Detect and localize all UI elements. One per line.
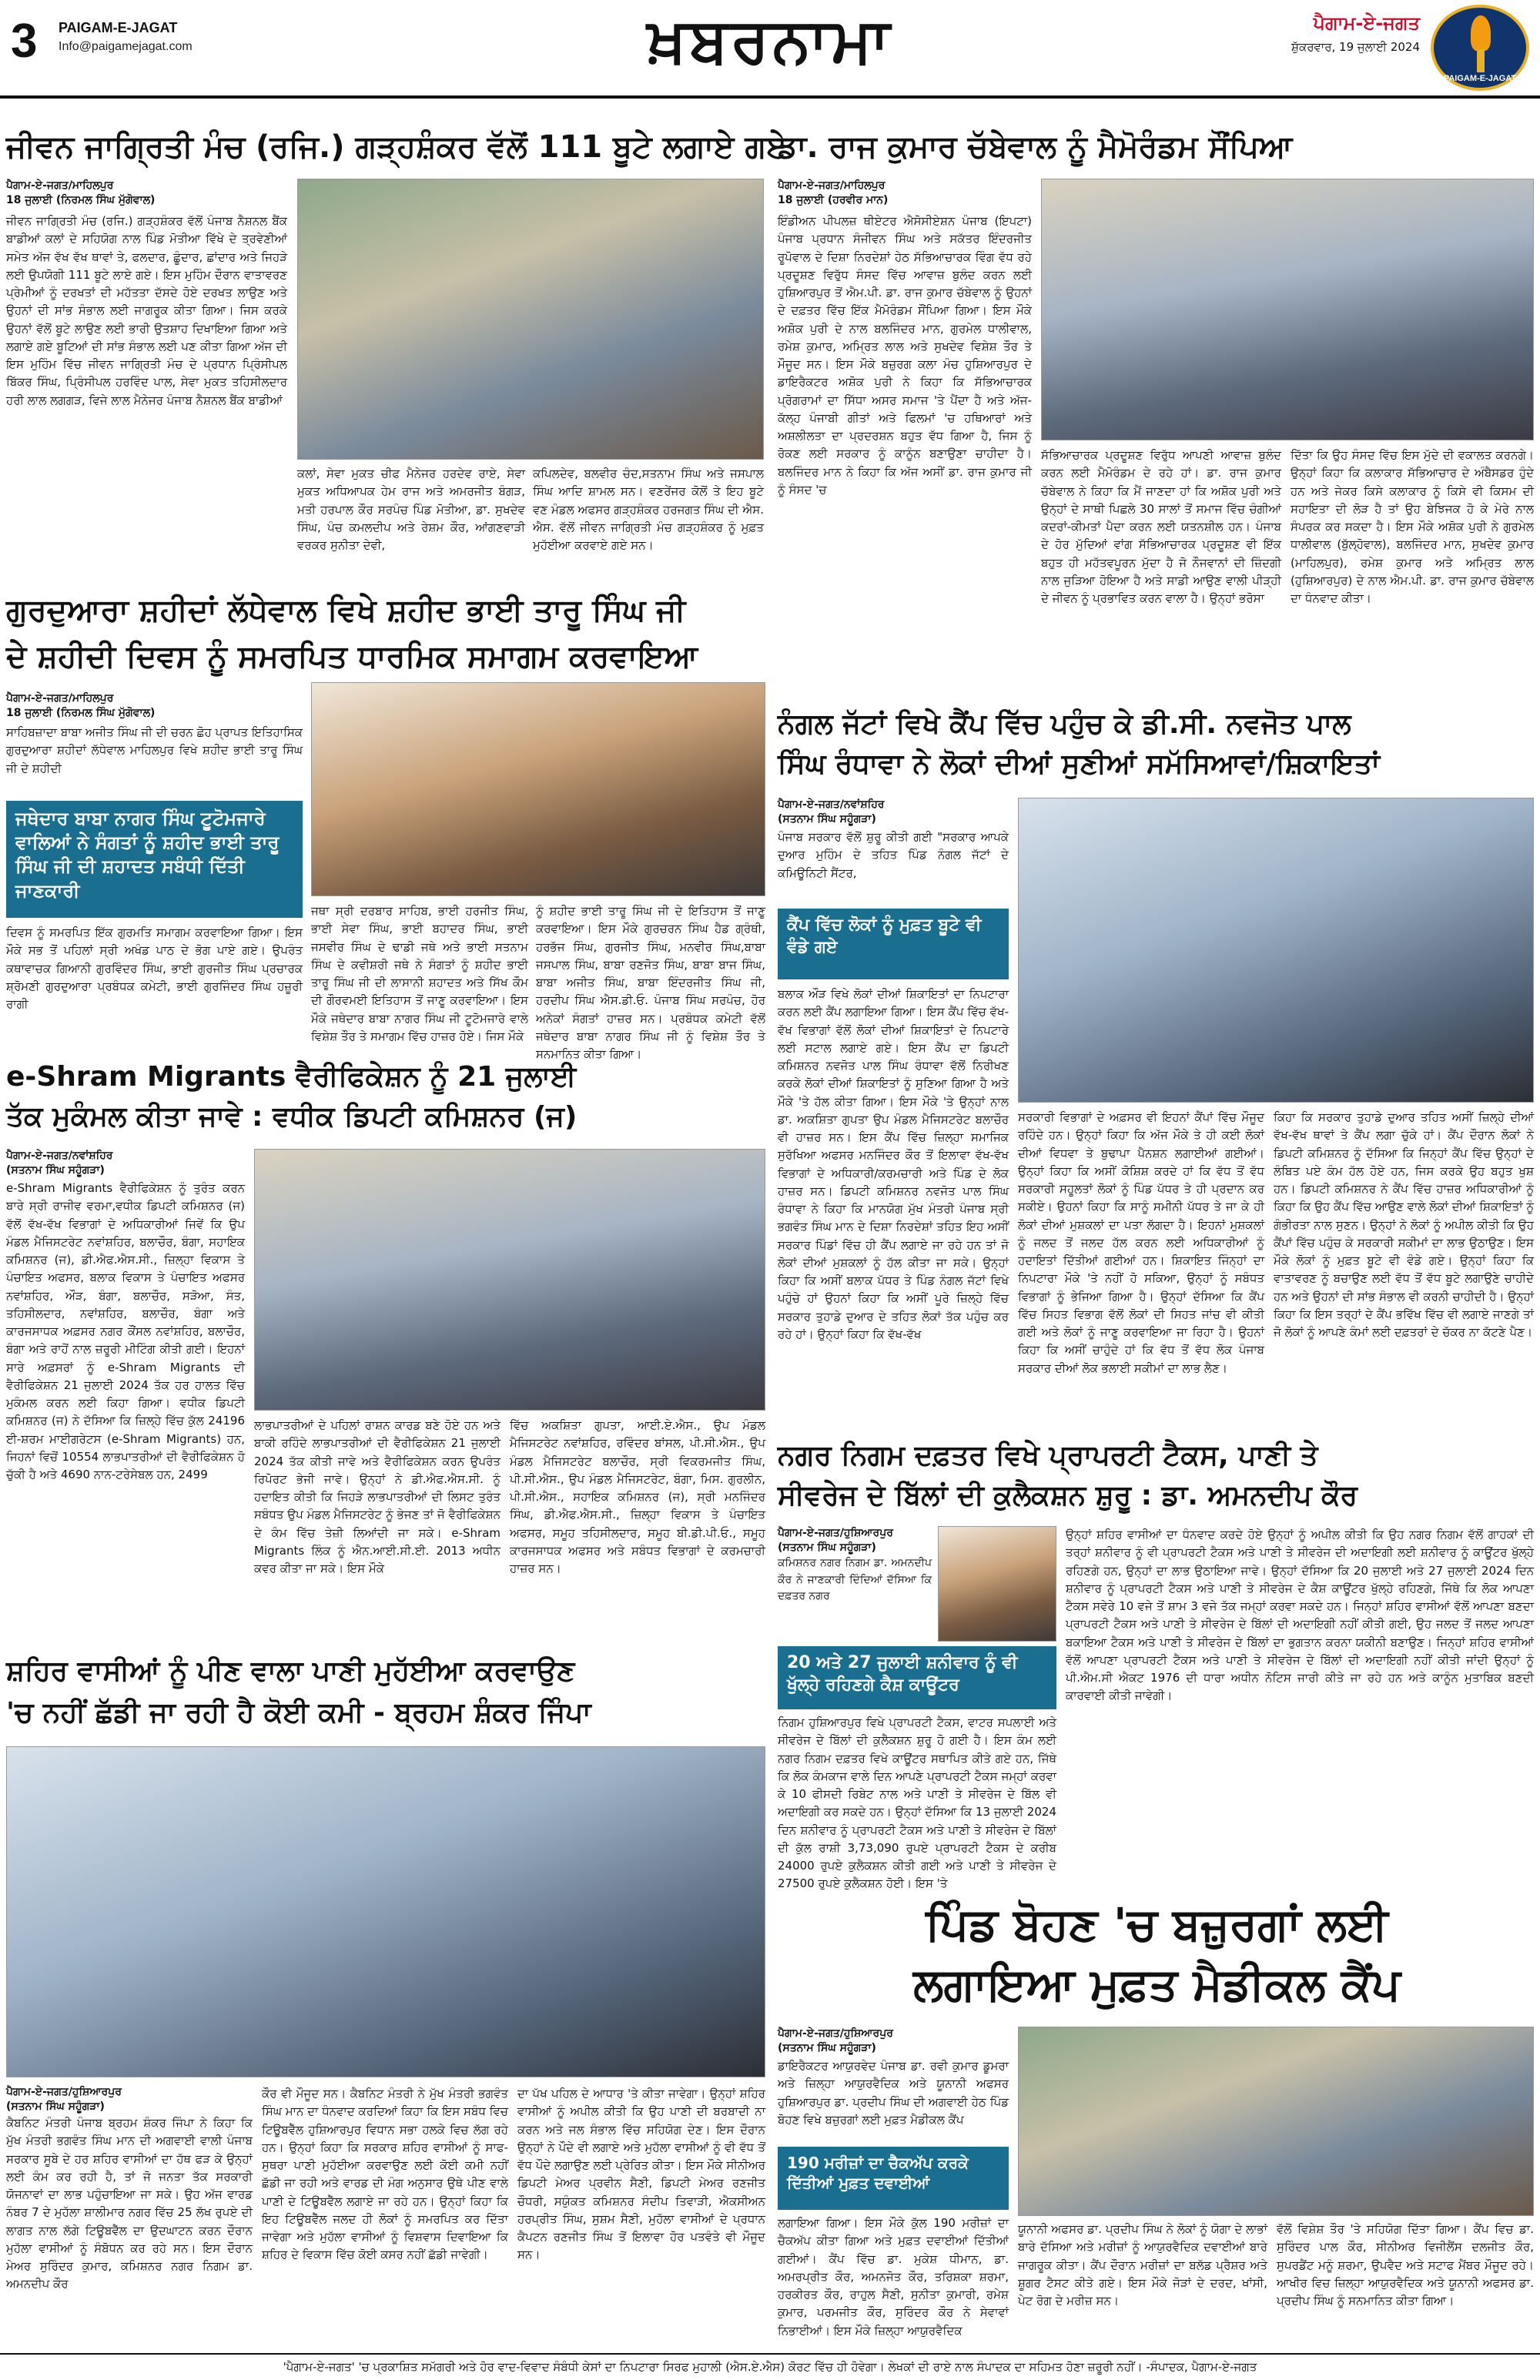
article-body: ਵੱਲੋਂ ਵਿਸ਼ੇਸ਼ ਤੌਰ 'ਤੇ ਸਹਿਯੋਗ ਦਿੱਤਾ ਗਿਆ। ਕੈਂਪ ਵਿਚ ਡਾ. ਸੁਰਿੰਦਰ ਪਾਲ ਕੌਰ, ਸੀਨੀਅਰ ਵਿਜੀਲੈਂਸ ਦਲਜੀਤ ਕੌਰ, ਸੁਪਰਡੈਂਟ ਮਨੂੰ ਸ਼ਰਮਾ, ਉਪਵੈਦ ਅਤੇ ਸਟਾਫ ਮੈਂਬਰ ਮੌਜੂਦ ਰਹੇ। ਆਖੀਰ ਵਿਚ ਜ਼ਿਲ੍ਹਾ ਆਯੁਰਵੈਦਿਕ ਅਤੇ ਯੂਨਾਨੀ ਅਫਸਰ ਡਾ. ਪ੍ਰਦੀਪ ਸਿੰਘ ਨੂੰ ਸਨਮਾਨਿਤ ਕੀਤਾ ਗਿਆ। [1277, 2222, 1534, 2308]
article-body: ਦਿੱਤਾ ਕਿ ਉਹ ਸੰਸਦ ਵਿੱਚ ਇਸ ਮੁੱਦੇ ਦੀ ਵਕਾਲਤ ਕਰਨਗੇ। ਉਨ੍ਹਾਂ ਕਿਹਾ ਕਿ ਕਲਾਕਾਰ ਸੱਭਿਆਚਾਰ ਦੇ ਅੰਬੈਸਡਰ ਹੁੰਦੇ ਹਨ ਅਤੇ ਜੇਕਰ ਕਿਸੇ ਕਲਾਕਾਰ ਨੂੰ ਕਿਸੇ ਵੀ ਕਿਸਮ ਦੀ ਸਹਾਇਤਾ ਦੀ ਲੋੜ ਹੈ ਤਾਂ ਉਹ ਬੇਝਿਜਕ ਹੋ ਕੇ ਮੇਰੇ ਨਾਲ ਸੰਪਰਕ ਕਰ ਸਕਦਾ ਹੈ। ਇਸ ਮੌਕੇ ਅਸ਼ੋਕ ਪੁਰੀ ਨੇ ਗੁਰਮੇਲ ਧਾਲੀਵਾਲ (ਬੁੱਲ੍ਹੋਵਾਲ), ਬਲਜਿੰਦਰ ਮਾਨ, ਸੁਖਦੇਵ ਕੁਮਾਰ (ਮਾਹਿਲਪੁਰ), ਰਮੇਸ਼ ਕੁਮਾਰ ਅਤੇ ਅਮ੍ਰਿਤ ਲਾਲ (ਹੁਸ਼ਿਆਰਪੁਰ) ਦੇ ਨਾਲ ਐਮ.ਪੀ. ਡਾ. ਰਾਜ ਕੁਮਾਰ ਚੱਬੇਵਾਲ ਦਾ ਧੰਨਵਾਦ ਕੀਤਾ। [1291, 448, 1534, 605]
brand-name-punjabi: ਪੈਗਾਮ-ਏ-ਜਗਤ [1313, 12, 1420, 34]
article-body: ਕਿਹਾ ਕਿ ਸਰਕਾਰ ਤੁਹਾਡੇ ਦੁਆਰ ਤਹਿਤ ਅਸੀਂ ਜ਼ਿਲ੍ਹੇ ਦੀਆਂ ਵੱਖ-ਵੱਖ ਥਾਵਾਂ ਤੇ ਕੈਂਪ ਲਗਾ ਚੁੱਕੇ ਹਾਂ। ਕੈਂਪ ਦੌਰਾਨ ਲੋਕਾਂ ਨੇ ਡਿਪਟੀ ਕਮਿਸ਼ਨਰ ਨੂੰ ਦੱਸਿਆ ਕਿ ਜਿਨ੍ਹਾਂ ਕੈਂਪ ਵਿੱਚ ਉਨ੍ਹਾਂ ਦੇ ਲੰਬਿਤ ਪਏ ਕੰਮ ਹੱਲ ਹੋਏ ਹਨ, ਜਿਸ ਕਰਕੇ ਉਹ ਬਹੁਤ ਖੁਸ਼ ਹਨ। ਡਿਪਟੀ ਕਮਿਸ਼ਨਰ ਨੇ ਕੈਂਪ ਵਿੱਚ ਹਾਜ਼ਰ ਅਧਿਕਾਰੀਆਂ ਨੂੰ ਕਿਹਾ ਕਿ ਉਹ ਕੈਂਪ ਵਿੱਚ ਆਉਣ ਵਾਲੇ ਲੋਕਾਂ ਦੀਆਂ ਸ਼ਿਕਾਇਤਾਂ ਨੂੰ ਗੰਭੀਰਤਾ ਨਾਲ ਸੁਣਨ। ਉਨ੍ਹਾਂ ਨੇ ਲੋਕਾਂ ਨੂੰ ਅਪੀਲ ਕੀਤੀ ਕਿ ਉਹ ਕੈਂਪਾਂ ਵਿੱਚ ਪਹੁੰਚ ਕੇ ਸਰਕਾਰੀ ਸਕੀਮਾਂ ਦਾ ਲਾਭ ਉਠਾਉਣ। ਇਸ ਮੌਕੇ ਲੋਕਾਂ ਨੂੰ ਮੁਫ਼ਤ ਬੂਟੇ ਵੀ ਵੰਡੇ ਗਏ। ਉਨ੍ਹਾਂ ਕਿਹਾ ਕਿ ਵਾਤਾਵਰਣ ਨੂੰ ਬਚਾਉਣ ਲਈ ਵੱਧ ਤੋਂ ਵੱਧ ਬੂਟੇ ਲਗਾਉਣੇ ਚਾਹੀਦੇ ਹਨ ਅਤੇ ਉਹਨਾਂ ਦੀ ਸਾਂਭ ਸੰਭਾਲ ਵੀ ਕਰਨੀ ਚਾਹੀਦੀ ਹੈ। ਉਨ੍ਹਾਂ ਕਿਹਾ ਕਿ ਇਸ ਤਰ੍ਹਾਂ ਦੇ ਕੈਂਪ ਭਵਿੱਖ ਵਿੱਚ ਵੀ ਲਗਾਏ ਜਾਣਗੇ ਤਾਂ ਜੋ ਲੋਕਾਂ ਨੂੰ ਆਪਣੇ ਕੰਮਾਂ ਲਈ ਦਫ਼ਤਰਾਂ ਦੇ ਚੱਕਰ ਨਾ ਕੱਟਣੇ ਪੈਣ। [1274, 1110, 1534, 1339]
article-headline: ਸ਼ਹਿਰ ਵਾਸੀਆਂ ਨੂੰ ਪੀਣ ਵਾਲਾ ਪਾਣੀ ਮੁਹੱਈਆ ਕਰਵਾਉਣ [6, 1655, 575, 1687]
article-byline: ਪੈਗਾਮ-ਏ-ਜਗਤ/ਹੁਸ਼ਿਆਰਪੁਰ (ਸਤਨਾਮ ਸਿੰਘ ਸਹੂੰਗੜਾ) [6, 2086, 122, 2113]
tree-planting-photo [297, 179, 764, 460]
email-link[interactable]: Info@paigamejagat.com [59, 40, 192, 53]
article-body: ਸਾਹਿਬਜ਼ਾਦਾ ਬਾਬਾ ਅਜੀਤ ਸਿੰਘ ਜੀ ਦੀ ਚਰਨ ਛੋਹ ਪ੍ਰਾਪਤ ਇਤਿਹਾਸਿਕ ਗੁਰਦੁਆਰਾ ਸ਼ਹੀਦਾਂ ਲੱਧੇਵਾਲ ਮਾਹਿਲਪੁਰ ਵਿਖੇ ਸ਼ਹੀਦ ਭਾਈ ਤਾਰੂ ਸਿੰਘ ਜੀ ਦੇ ਸ਼ਹੀਦੀ [6, 725, 303, 775]
article-byline: ਪੈਗਾਮ-ਏ-ਜਗਤ/ਨਵਾਂਸ਼ਹਿਰ (ਸਤਨਾਮ ਸਿੰਘ ਸਹੂੰਗੜਾ) [6, 1150, 113, 1177]
torch-logo-icon [1431, 5, 1529, 91]
article-headline-line2: ਦੇ ਸ਼ਹੀਦੀ ਦਿਵਸ ਨੂੰ ਸਮਰਪਿਤ ਧਾਰਮਿਕ ਸਮਾਗਮ ਕਰਵਾਇਆ [6, 639, 698, 675]
article-body: ਕਲਾਂ, ਸੇਵਾ ਮੁਕਤ ਚੀਫ ਮੈਨੇਜਰ ਹਰਦੇਵ ਰਾਏ, ਸੇਵਾ ਮੁਕਤ ਅਧਿਆਪਕ ਹੇਮ ਰਾਜ ਅਤੇ ਅਮਰਜੀਤ ਬੰਗੜ, ਮਤੀ ਹਰਪਾਲ ਕੌਰ ਸਰਪੰਚ ਪਿੰਡ ਮੋਤੀਆ, ਡਾ. ਸੁਖਦੇਵ ਸਿੰਘ, ਪੰਚ ਕਮਲਦੀਪ ਅਤੇ ਰੇਸ਼ਮ ਕੌਰ, ਆਂਗਣਵਾੜੀ ਵਰਕਰ ਸੁਨੀਤਾ ਦੇਵੀ, [297, 467, 525, 552]
article-body: ਲਗਾਇਆ ਗਿਆ। ਇਸ ਮੌਕੇ ਕੁੱਲ 190 ਮਰੀਜ਼ਾਂ ਦਾ ਚੈਕਅੱਪ ਕੀਤਾ ਗਿਆ ਅਤੇ ਮੁਫ਼ਤ ਦਵਾਈਆਂ ਦਿੱਤੀਆਂ ਗਈਆਂ। ਕੈਂਪ ਵਿੱਚ ਡਾ. ਮੁਕੇਸ਼ ਧੀਮਾਨ, ਡਾ. ਅਮਰਪ੍ਰੀਤ ਕੌਰ, ਅਮਨਜੋਤ ਕੌਰ, ਤਰਿਸ਼ਕਾ ਸ਼ਰਮਾ, ਹਰਕੀਰਤ ਕੌਰ, ਰਾਹੁਲ ਸੈਣੀ, ਸੁਨੀਤਾ ਕੁਮਾਰੀ, ਰਮੇਸ਼ ਕੁਮਾਰ, ਪਰਮਜੀਤ ਕੌਰ, ਸੁਰਿੰਦਰ ਕੌਰ ਨੇ ਸੇਵਾਵਾਂ ਨਿਭਾਈਆਂ। ਇਸ ਮੌਕੇ ਜ਼ਿਲ੍ਹਾ ਆਯੁਰਵੈਦਿਕ [778, 2216, 1009, 2338]
article-body: ਡਾਇਰੈਕਟਰ ਆਯੁਰਵੇਦ ਪੰਜਾਬ ਡਾ. ਰਵੀ ਕੁਮਾਰ ਡੂਮਰਾ ਅਤੇ ਜ਼ਿਲ੍ਹਾ ਆਯੁਰਵੈਦਿਕ ਅਤੇ ਯੂਨਾਨੀ ਅਫਸਰ ਹੁਸ਼ਿਆਰਪੁਰ ਡਾ. ਪ੍ਰਦੀਪ ਸਿੰਘ ਦੀ ਅਗਵਾਈ ਹੇਠ ਪਿੰਡ ਬੋਹਣ ਵਿਖੇ ਬਜ਼ੁਰਗਾਂ ਲਈ ਮੁਫ਼ਤ ਮੈਡੀਕਲ ਕੈਂਪ [778, 2059, 1009, 2127]
article-body: ਕਪਿਲਦੇਵ, ਬਲਵੀਰ ਚੰਦ,ਸਤਨਾਮ ਸਿੰਘ ਅਤੇ ਜਸਪਾਲ ਸਿੰਘ ਆਦਿ ਸ਼ਾਮਲ ਸਨ। ਵਣਰੇਂਜਰ ਕੋਲੋਂ ਤੇ ਇਹ ਬੂਟੇ ਵਣ ਮੰਡਲ ਅਫਸਰ ਗੜ੍ਹਸ਼ੰਕਰ ਹਰਜਗਤ ਸਿੰਘ ਦੀ ਐਸ. ਐਸ. ਵੱਲੋਂ ਜੀਵਨ ਜਾਗ੍ਰਿਤੀ ਮੰਚ ਗੜ੍ਹਸ਼ੰਕਰ ਨੂੰ ਮੁਫ਼ਤ ਮੁਹੱਈਆ ਕਰਵਾਏ ਗਏ ਸਨ। [533, 467, 764, 552]
article-body: ਪੰਜਾਬ ਸਰਕਾਰ ਵੱਲੋਂ ਸ਼ੁਰੂ ਕੀਤੀ ਗਈ "ਸਰਕਾਰ ਆਪਕੇ ਦੁਆਰ ਮੁਹਿੰਮ ਦੇ ਤਹਿਤ ਪਿੰਡ ਨੰਗਲ ਜੱਟਾਂ ਦੇ ਕਮਿਊਨਿਟੀ ਸੈਂਟਰ, [778, 830, 1009, 880]
article-body: ਜੀਵਨ ਜਾਗ੍ਰਿਤੀ ਮੰਚ (ਰਜਿ.) ਗੜ੍ਹਸ਼ੰਕਰ ਵੱਲੋਂ ਪੰਜਾਬ ਨੈਸ਼ਨਲ ਬੈਂਕ ਬਾਡੀਆਂ ਕਲਾਂ ਦੇ ਸਹਿਯੋਗ ਨਾਲ ਪਿੰਡ ਮੋਤੀਆ ਵਿੱਖੇ ਦੇ ਤ੍ਰਵੇਣੀਆਂ ਸਮੇਤ ਅੱਜ ਵੱਖ ਵੱਖ ਥਾਵਾਂ ਤੇ, ਫਲਦਾਰ, ਛੂੰਦਾਰ, ਛਾਂਦਾਰ ਅਤੇ ਜਿਹੜੇ ਲਈ ਉਪਯੋਗੀ 111 ਬੂਟੇ ਲਾਏ ਗਏ। ਇਸ ਮੁਹਿੰਮ ਦੌਰਾਨ ਵਾਤਾਵਰਣ ਪ੍ਰੇਮੀਆਂ ਨੂੰ ਦਰਖਤਾਂ ਦੀ ਮਹੱਤਤਾ ਦੱਸਦੇ ਹੋਏ ਦਰਖਤ ਲਾਉਣ ਅਤੇ ਉਹਨਾਂ ਦੀ ਸਾਂਭ ਸੰਭਾਲ ਲਈ ਜਾਗਰੂਕ ਕੀਤਾ ਗਿਆ। ਜਿਸ ਕਰਕੇ ਉਹਨਾਂ ਵੱਲੋਂ ਬੂਟੇ ਲਾਉਣ ਲਈ ਭਾਰੀ ਉਤਸ਼ਾਹ ਦਿਖਾਇਆ ਗਿਆ ਅਤੇ ਲਗਾਏ ਗਏ ਬੂਟਿਆਂ ਦੀ ਸਾਂਭ ਸੰਭਾਲ ਲਈ ਪਣ ਕੀਤਾ ਗਿਆ ਅੱਜ ਦੀ ਇਸ ਮੁਹਿੰਮ ਵਿੱਚ ਜੀਵਨ ਜਾਗ੍ਰਿਤੀ ਮੰਚ ਦੇ ਪ੍ਰਧਾਨ ਪ੍ਰਿੰਸੀਪਲ ਬਿੱਕਰ ਸਿੰਘ, ਪ੍ਰਿੰਸੀਪਲ ਹਰਵਿੰਦ ਪਾਲ, ਸੇਵਾ ਮੁਕਤ ਤਹਿਸੀਲਦਾਰ ਹਰੀ ਲਾਲ ਲਗਗੜ, ਵਿਜੇ ਲਾਲ ਮੈਨੇਜਰ ਪੰਜਾਬ ਨੈਸ਼ਨਲ ਬੈਂਕ ਬਾਡੀਆਂ [6, 214, 287, 407]
medical-camp-photo [1018, 2027, 1534, 2216]
article-byline: ਪੈਗਾਮ-ਏ-ਜਗਤ/ਹੁਸ਼ਿਆਰਪੁਰ (ਸਤਨਾਮ ਸਿੰਘ ਸਹੂੰਗੜਾ) [778, 2027, 893, 2054]
meeting-photo [254, 1149, 765, 1411]
article-headline: ਨਗਰ ਨਿਗਮ ਦਫ਼ਤਰ ਵਿਖੇ ਪ੍ਰਾਪਰਟੀ ਟੈਕਸ, ਪਾਣੀ ਤੇ [778, 1440, 1318, 1471]
article-body: ਸੱਭਿਆਚਾਰਕ ਪ੍ਰਦੂਸ਼ਣ ਵਿਰੁੱਧ ਆਪਣੀ ਆਵਾਜ਼ ਬੁਲੰਦ ਕਰਨ ਲਈ ਮੈਮੋਰੰਡਮ ਦੇ ਰਹੇ ਹਾਂ। ਡਾ. ਰਾਜ ਕੁਮਾਰ ਚੱਬੇਵਾਲ ਨੇ ਕਿਹਾ ਕਿ ਮੈਂ ਜਾਣਦਾ ਹਾਂ ਕਿ ਅਸ਼ੋਕ ਪੁਰੀ ਅਤੇ ਉਨ੍ਹਾਂ ਦੇ ਸਾਥੀ ਪਿਛਲੇ 30 ਸਾਲਾਂ ਤੋਂ ਸਮਾਜ ਵਿੱਚ ਚੰਗੀਆਂ ਕਦਰਾਂ-ਕੀਮਤਾਂ ਪੈਦਾ ਕਰਨ ਲਈ ਯਤਨਸ਼ੀਲ ਹਨ। ਪੰਜਾਬ ਦੇ ਹੋਰ ਮੁੱਦਿਆਂ ਵਾਂਗ ਸੱਭਿਆਚਾਰਕ ਪ੍ਰਦੂਸ਼ਣ ਵੀ ਇੱਕ ਬਹੁਤ ਹੀ ਮਹੱਤਵਪੂਰਨ ਮੁੱਦਾ ਹੈ ਜੋ ਨੌਜਵਾਨਾਂ ਦੀ ਜ਼ਿੰਦਗੀ ਨਾਲ ਜੁੜਿਆ ਹੋਇਆ ਹੈ ਅਤੇ ਸਾਡੀ ਆਉਣ ਵਾਲੀ ਪੀੜ੍ਹੀ ਦੇ ਜੀਵਨ ਨੂੰ ਪ੍ਰਭਾਵਿਤ ਕਰਨ ਵਾਲਾ ਹੈ। ਉਨ੍ਹਾਂ ਭਰੋਸਾ [1041, 448, 1281, 605]
article-headline: ਪਿੰਡ ਬੋਹਣ 'ਚ ਬਜ਼ੁਰਗਾਂ ਲਈ [926, 1898, 1388, 1950]
article-headline: ਨੰਗਲ ਜੱਟਾਂ ਵਿਖੇ ਕੈਂਪ ਵਿੱਚ ਪਹੁੰਚ ਕੇ ਡੀ.ਸੀ. ਨਵਜੋਤ ਪਾਲ [778, 708, 1351, 740]
article-body: ਨਿਗਮ ਹੁਸ਼ਿਆਰਪੁਰ ਵਿਖੇ ਪ੍ਰਾਪਰਟੀ ਟੈਕਸ, ਵਾਟਰ ਸਪਲਾਈ ਅਤੇ ਸੀਵਰੇਜ ਦੇ ਬਿੱਲਾਂ ਦੀ ਕੁਲੈਕਸ਼ਨ ਸ਼ੁਰੂ ਹੋ ਗਈ ਹੈ। ਇਸ ਕੰਮ ਲਈ ਨਗਰ ਨਿਗਮ ਦਫ਼ਤਰ ਵਿਖੇ ਕਾਊਂਟਰ ਸਥਾਪਿਤ ਕੀਤੇ ਗਏ ਹਨ, ਜਿੱਥੇ ਕਿ ਲੋਕ ਕੰਮਕਾਜ ਵਾਲੇ ਦਿਨ ਆਪਣੇ ਪ੍ਰਾਪਰਟੀ ਟੈਕਸ ਜਮ੍ਹਾਂ ਕਰਵਾ ਕੇ 10 ਫੀਸਦੀ ਰਿਬੇਟ ਨਾਲ ਅਤੇ ਪਾਣੀ ਤੇ ਸੀਵਰੇਜ ਦੇ ਬਿੱਲ ਵੀ ਅਦਾਇਗੀ ਕਰ ਸਕਦੇ ਹਨ। ਉਨ੍ਹਾਂ ਦੱਸਿਆ ਕਿ 13 ਜੁਲਾਈ 2024 ਦਿਨ ਸ਼ਨੀਵਾਰ ਨੂੰ ਪ੍ਰਾਪਰਟੀ ਟੈਕਸ ਅਤੇ ਪਾਣੀ ਤੇ ਸੀਵਰੇਜ ਦੇ ਬਿੱਲਾਂ ਦੀ ਕੁੱਲ ਰਾਸ਼ੀ 3,73,090 ਰੁਪਏ ਪ੍ਰਾਪਰਟੀ ਟੈਕਸ ਦੇ ਕਰੀਬ 24000 ਰੁਪਏ ਕੁਲੈਕਸ਼ਨ ਕੀਤੀ ਗਈ ਅਤੇ ਪਾਣੀ ਤੇ ਸੀਵਰੇਜ ਦੇ 27500 ਰੁਪਏ ਕੁਲੈਕਸ਼ਨ ਹੋਈ। ਇਸ 'ਤੇ [778, 1716, 1056, 1891]
memorandum-photo [1041, 179, 1534, 440]
article-body: ਇੰਡੀਅਨ ਪੀਪਲਜ਼ ਥੀਏਟਰ ਐਸੋਸੀਏਸ਼ਨ ਪੰਜਾਬ (ਇਪਟਾ) ਪੰਜਾਬ ਪ੍ਰਧਾਨ ਸੰਜੀਵਨ ਸਿੰਘ ਅਤੇ ਸਕੱਤਰ ਇੰਦਰਜੀਤ ਰੂਪੋਵਾਲ ਦੇ ਦਿਸ਼ਾ ਨਿਰਦੇਸ਼ਾਂ ਹੇਠ ਸੱਭਿਆਚਾਰਕ ਵਿੰਗ ਵੱਧ ਰਹੇ ਪ੍ਰਦੂਸ਼ਣ ਵਿਰੁੱਧ ਸੰਸਦ ਵਿੱਚ ਆਵਾਜ਼ ਬੁਲੰਦ ਕਰਨ ਲਈ ਹੁਸ਼ਿਆਰਪੁਰ ਤੋਂ ਐਮ.ਪੀ. ਡਾ. ਰਾਜ ਕੁਮਾਰ ਚੱਬੇਵਾਲ ਨੂੰ ਉਹਨਾਂ ਦੇ ਦਫ਼ਤਰ ਵਿੱਚ ਇੱਕ ਮੈਮੋਰੰਡਮ ਸੌਂਪਿਆ ਗਿਆ। ਇਸ ਮੌਕੇ ਅਸ਼ੋਕ ਪੁਰੀ ਦੇ ਨਾਲ ਬਲਜਿੰਦਰ ਮਾਨ, ਗੁਰਮੇਲ ਧਾਲੀਵਾਲ, ਰਮੇਸ਼ ਕੁਮਾਰ, ਅਮ੍ਰਿਤ ਲਾਲ ਅਤੇ ਸੁਖਦੇਵ ਵਿਸ਼ੇਸ਼ ਤੌਰ ਤੇ ਮੌਜੂਦ ਸਨ। ਇਸ ਮੌਕੇ ਬਜ਼ੁਰਗ ਕਲਾ ਮੰਚ ਹੁਸ਼ਿਆਰਪੁਰ ਦੇ ਡਾਇਰੈਕਟਰ ਅਸ਼ੋਕ ਪੁਰੀ ਨੇ ਕਿਹਾ ਕਿ ਸੱਭਿਆਚਾਰਕ ਪ੍ਰੋਗਰਾਮਾਂ ਦਾ ਸਿੱਧਾ ਅਸਰ ਸਮਾਜ 'ਤੇ ਪੈਂਦਾ ਹੈ ਅਤੇ ਅੱਜ-ਕੱਲ੍ਹ ਪੰਜਾਬੀ ਗੀਤਾਂ ਅਤੇ ਫਿਲਮਾਂ 'ਚ ਹਥਿਆਰਾਂ ਅਤੇ ਅਸ਼ਲੀਲਤਾ ਦਾ ਪ੍ਰਦਰਸ਼ਨ ਬਹੁਤ ਵੱਧ ਗਿਆ ਹੈ, ਜਿਸ ਨੂੰ ਰੋਕਣ ਲਈ ਸਰਕਾਰ ਨੂੰ ਕਾਨੂੰਨ ਬਣਾਉਣਾ ਚਾਹੀਦਾ ਹੈ। ਬਲਜਿੰਦਰ ਮਾਨ ਨੇ ਕਿਹਾ ਕਿ ਅੱਜ ਅਸੀਂ ਡਾ. ਰਾਜ ਕੁਮਾਰ ਜੀ ਨੂੰ ਸੰਸਦ 'ਚ [778, 214, 1032, 497]
article-headline: ਡਾ. ਰਾਜ ਕੁਮਾਰ ਚੱਬੇਵਾਲ ਨੂੰ ਮੈਮੋਰੰਡਮ ਸੌਂਪਿਆ [778, 129, 1293, 165]
article-body: ਬਲਾਕ ਔੜ ਵਿਖੇ ਲੋਕਾਂ ਦੀਆਂ ਸ਼ਿਕਾਇਤਾਂ ਦਾ ਨਿਪਟਾਰਾ ਕਰਨ ਲਈ ਕੈਂਪ ਲਗਾਇਆ ਗਿਆ। ਇਸ ਕੈਂਪ ਵਿੱਚ ਵੱਖ-ਵੱਖ ਵਿਭਾਗਾਂ ਵੱਲੋਂ ਲੋਕਾਂ ਦੀਆਂ ਸ਼ਿਕਾਇਤਾਂ ਦੇ ਨਿਪਟਾਰੇ ਲਈ ਸਟਾਲ ਲਗਾਏ ਗਏ। ਇਸ ਕੈਂਪ ਦਾ ਡਿਪਟੀ ਕਮਿਸ਼ਨਰ ਨਵਜੋਤ ਪਾਲ ਸਿੰਘ ਰੰਧਾਵਾ ਵੱਲੋਂ ਨਿਰੀਖਣ ਕਰਕੇ ਲੋਕਾਂ ਦੀਆਂ ਸ਼ਿਕਾਇਤਾਂ ਨੂੰ ਸੁਣਿਆ ਗਿਆ ਹੈ ਅਤੇ ਮੌਕੇ 'ਤੇ ਹੱਲ ਕੀਤਾ ਗਿਆ। ਇਸ ਮੌਕੇ 'ਤੇ ਉਨ੍ਹਾਂ ਨਾਲ ਡਾ. ਅਕਸ਼ਿਤਾ ਗੁਪਤਾ ਉਪ ਮੰਡਲ ਮੈਜਿਸਟਰੇਟ ਬਲਾਚੌਰ ਵੀ ਹਾਜ਼ਰ ਸਨ। ਇਸ ਕੈਂਪ ਵਿੱਚ ਜ਼ਿਲ੍ਹਾ ਸਮਾਜਿਕ ਸੁਰੱਖਿਆ ਅਫਸਰ ਮਨਜਿੰਦਰ ਕੌਰ ਤੋਂ ਇਲਾਵਾ ਵੱਖ-ਵੱਖ ਵਿਭਾਗਾਂ ਦੇ ਅਧਿਕਾਰੀ/ਕਰਮਚਾਰੀ ਅਤੇ ਪਿੰਡ ਦੇ ਲੋਕ ਹਾਜ਼ਰ ਸਨ। ਡਿਪਟੀ ਕਮਿਸ਼ਨਰ ਨਵਜੋਤ ਪਾਲ ਸਿੰਘ ਰੰਧਾਵਾ ਨੇ ਕਿਹਾ ਕਿ ਮਾਨਯੋਗ ਮੁੱਖ ਮੰਤਰੀ ਪੰਜਾਬ ਸ੍ਰੀ ਭਗਵੰਤ ਸਿੰਘ ਮਾਨ ਦੇ ਦਿਸ਼ਾ ਨਿਰਦੇਸ਼ਾਂ ਤਹਿਤ ਇਹ ਅਸੀਂ ਸਰਕਾਰ ਪਿੰਡਾਂ ਵਿੱਚ ਹੀ ਕੈਂਪ ਲਗਾਏ ਜਾ ਰਹੇ ਹਨ ਤਾਂ ਜੋ ਲੋਕਾਂ ਦੀਆਂ ਮੁਸ਼ਕਲਾਂ ਨੂੰ ਹੱਲ ਕੀਤਾ ਜਾ ਸਕੇ। ਉਨ੍ਹਾਂ ਕਿਹਾ ਕਿ ਅਸੀਂ ਬਲਾਕ ਪੱਧਰ ਤੇ ਪਿੰਡ ਨੰਗਲ ਜੱਟਾਂ ਵਿਖੇ ਪਹੁੰਚੇ ਹਾਂ ਉਹਨਾਂ ਕਿਹਾ ਕਿ ਅਸੀਂ ਪੂਰੇ ਜ਼ਿਲ੍ਹੇ ਵਿੱਚ ਸਰਕਾਰ ਤੁਹਾਡੇ ਦੁਆਰ ਦੇ ਤਹਿਤ ਲੋਕਾਂ ਤੱਕ ਪਹੁੰਚ ਕਰ ਰਹੇ ਹਾਂ। ਉਨ੍ਹਾਂ ਕਿਹਾ ਕਿ ਵੱਖ-ਵੱਖ [778, 987, 1009, 1341]
article-byline: ਪੈਗਾਮ-ਏ-ਜਗਤ/ਮਾਹਿਲਪੁਰ 18 ਜੁਲਾਈ (ਨਿਰਮਲ ਸਿੰਘ ਮੁੱਗੋਵਾਲ) [6, 179, 156, 206]
religious-gathering-photo [311, 682, 765, 896]
article-headline: e-Shram Migrants ਵੈਰੀਫਿਕੇਸ਼ਨ ਨੂੰ 21 ਜੁਲਾਈ [6, 1061, 577, 1093]
article-body: ਕੌਰ ਵੀ ਮੌਜੂਦ ਸਨ। ਕੈਬਨਿਟ ਮੰਤਰੀ ਨੇ ਮੁੱਖ ਮੰਤਰੀ ਭਗਵੰਤ ਸਿੰਘ ਮਾਨ ਦਾ ਧੰਨਵਾਦ ਕਰਦਿਆਂ ਕਿਹਾ ਕਿ ਇਸ ਸਬੰਧ ਵਿਚ ਟਿਊਬਵੈੱਲ ਹੁਸ਼ਿਆਰਪੁਰ ਵਿਧਾਨ ਸਭਾ ਹਲਕੇ ਵਿਚ ਲੱਗ ਰਹੇ ਹਨ। ਉਨ੍ਹਾਂ ਕਿਹਾ ਕਿ ਸਰਕਾਰ ਸ਼ਹਿਰ ਵਾਸੀਆਂ ਨੂੰ ਸਾਫ-ਸੁਥਰਾ ਪਾਣੀ ਮੁਹੱਈਆ ਕਰਵਾਉਣ ਲਈ ਕੋਈ ਕਮੀ ਨਹੀਂ ਛੱਡੀ ਜਾ ਰਹੀ ਅਤੇ ਵਾਰਡ ਦੀ ਮੰਗ ਅਨੁਸਾਰ ਉਥੇ ਪੀਣ ਵਾਲੇ ਪਾਣੀ ਦੇ ਟਿਊਬਵੈੱਲ ਲਗਾਏ ਜਾ ਰਹੇ ਹਨ। ਉਨ੍ਹਾਂ ਕਿਹਾ ਕਿ ਇਹ ਟਿਊਬਵੈੱਲ ਜਲਦ ਹੀ ਲੋਕਾਂ ਨੂੰ ਸਮਰਪਿਤ ਕਰ ਦਿੱਤਾ ਜਾਵੇਗਾ ਅਤੇ ਮੁਹੱਲਾ ਵਾਸੀਆਂ ਨੂੰ ਵਿਸ਼ਵਾਸ ਦਿਵਾਇਆ ਕਿ ਸ਼ਹਿਰ ਦੇ ਵਿਕਾਸ ਵਿੱਚ ਕੋਈ ਕਸਰ ਨਹੀਂ ਛੱਡੀ ਜਾਵੇਗੀ। [262, 2087, 508, 2262]
article-body: ਜਥਾ ਸ੍ਰੀ ਦਰਬਾਰ ਸਾਹਿਬ, ਭਾਈ ਹਰਜੀਤ ਸਿੰਘ, ਭਾਈ ਸੇਵਾ ਸਿੰਘ, ਭਾਈ ਬਹਾਦਰ ਸਿੰਘ, ਭਾਈ ਜਸਵੀਰ ਸਿੰਘ ਦੇ ਢਾਡੀ ਜਥੇ ਅਤੇ ਭਾਈ ਸਤਨਾਮ ਸਿੰਘ ਦੇ ਕਵੀਸ਼ਰੀ ਜਥੇ ਨੇ ਸੰਗਤਾਂ ਨੂੰ ਸ਼ਹੀਦ ਭਾਈ ਤਾਰੂ ਸਿੰਘ ਜੀ ਦੀ ਲਾਸਾਨੀ ਸ਼ਹਾਦਤ ਅਤੇ ਸਿੱਖ ਕੌਮ ਦੀ ਗੌਰਵਮਈ ਇਤਿਹਾਸ ਤੋਂ ਜਾਣੂ ਕਰਵਾਇਆ। ਇਸ ਮੌਕੇ ਜਥੇਦਾਰ ਬਾਬਾ ਨਾਗਰ ਸਿੰਘ ਜੀ ਟੂਟੋਮਜਾਰੇ ਵਾਲੇ ਵਿਸ਼ੇਸ਼ ਤੌਰ ਤੇ ਸਮਾਗਮ ਵਿੱਚ ਹਾਜ਼ਰ ਹੋਏ। ਜਿਸ ਮੌਕੇ [311, 904, 528, 1043]
article-byline: ਪੈਗਾਮ-ਏ-ਜਗਤ/ਹੁਸ਼ਿਆਰਪੁਰ (ਸਤਨਾਮ ਸਿੰਘ ਸਹੂੰਗੜਾ) [778, 1527, 893, 1554]
article-body: ਸਰਕਾਰੀ ਵਿਭਾਗਾਂ ਦੇ ਅਫ਼ਸਰ ਵੀ ਇਹਨਾਂ ਕੈਂਪਾਂ ਵਿੱਚ ਮੌਜੂਦ ਰਹਿੰਦੇ ਹਨ। ਉਨ੍ਹਾਂ ਕਿਹਾ ਕਿ ਅੱਜ ਮੌਕੇ ਤੇ ਹੀ ਕਈ ਲੋਕਾਂ ਦੀਆਂ ਵਿਧਵਾ ਤੇ ਬੁਢਾਪਾ ਪੈਨਸ਼ਨ ਲਗਾਈਆਂ ਗਈਆਂ। ਉਨ੍ਹਾਂ ਕਿਹਾ ਕਿ ਅਸੀਂ ਕੋਸ਼ਿਸ਼ ਕਰਦੇ ਹਾਂ ਕਿ ਵੱਧ ਤੋਂ ਵੱਧ ਸਰਕਾਰੀ ਸਹੂਲਤਾਂ ਲੋਕਾਂ ਨੂੰ ਪਿੰਡ ਪੱਧਰ ਤੇ ਹੀ ਪ੍ਰਦਾਨ ਕਰ ਸਕੀਏ। ਉਹਨਾਂ ਕਿਹਾ ਕਿ ਸਾਨੂੰ ਸਮੀਨੀ ਪੱਧਰ ਤੇ ਜਾ ਕੇ ਹੀ ਲੋਕਾਂ ਦੀਆਂ ਮੁਸ਼ਕਲਾਂ ਦਾ ਪਤਾ ਲੱਗਦਾ ਹੈ। ਇਹਨਾਂ ਮੁਸ਼ਕਲਾਂ ਨੂੰ ਜਲਦ ਤੋਂ ਜਲਦ ਹੱਲ ਕਰਨ ਲਈ ਅਧਿਕਾਰੀਆਂ ਨੂੰ ਹਦਾਇਤਾਂ ਦਿੱਤੀਆਂ ਗਈਆਂ ਹਨ। ਸ਼ਿਕਾਇਤ ਜਿੰਨ੍ਹਾਂ ਦਾ ਨਿਪਟਾਰਾ ਮੌਕੇ 'ਤੇ ਨਹੀਂ ਹੋ ਸਕਿਆ, ਉਨ੍ਹਾਂ ਨੂੰ ਸਬੰਧਤ ਵਿਭਾਗਾਂ ਨੂੰ ਭੇਜਿਆ ਗਿਆ ਹੈ। ਉਨ੍ਹਾਂ ਦੱਸਿਆ ਕਿ ਕੈਂਪ ਵਿੱਚ ਸਿਹਤ ਵਿਭਾਗ ਵੱਲੋਂ ਲੋਕਾਂ ਦੀ ਸਿਹਤ ਜਾਂਚ ਵੀ ਕੀਤੀ ਗਈ ਅਤੇ ਲੋਕਾਂ ਨੂੰ ਜਾਣੂ ਕਰਵਾਇਆ ਜਾ ਰਿਹਾ ਹੈ। ਉਹਨਾਂ ਕਿਹਾ ਕਿ ਅਸੀਂ ਚਾਹੁੰਦੇ ਹਾਂ ਕਿ ਵੱਧ ਤੋਂ ਵੱਧ ਲੋਕ ਪੰਜਾਬ ਸਰਕਾਰ ਦੀਆਂ ਲੋਕ ਭਲਾਈ ਸਕੀਮਾਂ ਦਾ ਲਾਭ ਲੈਣ। [1018, 1110, 1264, 1375]
article-headline-line2: ਸਿੰਘ ਰੰਧਾਵਾ ਨੇ ਲੋਕਾਂ ਦੀਆਂ ਸੁਣੀਆਂ ਸਮੱਸਿਆਵਾਂ/ਸ਼ਿਕਾਇਤਾਂ [778, 748, 1380, 780]
article-body: ਲਾਭਪਾਤਰੀਆਂ ਦੇ ਪਹਿਲਾਂ ਰਾਸ਼ਨ ਕਾਰਡ ਬਣੇ ਹੋਏ ਹਨ ਅਤੇ ਬਾਕੀ ਰਹਿੰਦੇ ਲਾਭਪਾਤਰੀਆਂ ਦੀ ਵੈਰੀਫਿਕੇਸ਼ਨ 21 ਜੁਲਾਈ 2024 ਤੱਕ ਕੀਤੀ ਜਾਵੇ ਅਤੇ ਵੈਰੀਫਿਕੇਸ਼ਨ ਕਰਨ ਉਪਰੰਤ ਰਿਪੋਰਟ ਭੇਜੀ ਜਾਵੇ। ਉਨ੍ਹਾਂ ਨੇ ਡੀ.ਐਫ.ਐਸ.ਸੀ. ਨੂੰ ਹਦਾਇਤ ਕੀਤੀ ਕਿ ਜਿਹੜੇ ਲਾਭਪਾਤਰੀਆਂ ਦੀ ਲਿਸਟ ਤੁਰੰਤ ਸਬੰਧਤ ਉਪ ਮੰਡਲ ਮੈਜਿਸਟਰੇਟ ਨੂੰ ਭੇਜਣ ਤਾਂ ਜੋ ਵੈਰੀਫਿਕੇਸ਼ਨ ਦੇ ਕੰਮ ਵਿੱਚ ਤੇਜ਼ੀ ਲਿਆਂਦੀ ਜਾ ਸਕੇ। e-Shram Migrants ਲਿੰਕ ਨੂੰ ਐਨ.ਆਈ.ਸੀ.ਈ. 2013 ਅਧੀਨ ਕਵਰ ਕੀਤਾ ਜਾ ਸਕੇ। ਇਸ ਮੌਕੇ [254, 1418, 500, 1575]
article-byline: ਪੈਗਾਮ-ਏ-ਜਗਤ/ਮਾਹਿਲਪੁਰ 18 ਜੁਲਾਈ (ਹਰਵੀਰ ਮਾਨ) [778, 179, 889, 206]
article-body: ਕੈਬਨਿਟ ਮੰਤਰੀ ਪੰਜਾਬ ਬ੍ਰਹਮ ਸ਼ੰਕਰ ਜਿੰਪਾ ਨੇ ਕਿਹਾ ਕਿ ਮੁੱਖ ਮੰਤਰੀ ਭਗਵੰਤ ਸਿੰਘ ਮਾਨ ਦੀ ਅਗਵਾਈ ਵਾਲੀ ਪੰਜਾਬ ਸਰਕਾਰ ਸੂਬੇ ਦੇ ਹਰ ਸ਼ਹਿਰ ਵਾਸੀਆਂ ਦਾ ਹੱਥ ਫੜ ਕੇ ਉਨ੍ਹਾਂ ਲਈ ਕੰਮ ਕਰ ਰਹੀ ਹੈ, ਤਾਂ ਜੋ ਜਨਤਾ ਤੱਕ ਸਰਕਾਰੀ ਯੋਜਨਾਵਾਂ ਦਾ ਲਾਭ ਪਹੁੰਚਾਇਆ ਜਾ ਸਕੇ। ਉਹ ਅੱਜ ਵਾਰਡ ਨੰਬਰ 7 ਦੇ ਮੁਹੱਲਾ ਸ਼ਾਲੀਮਾਰ ਨਗਰ ਵਿੱਚ 25 ਲੱਖ ਰੁਪਏ ਦੀ ਲਾਗਤ ਨਾਲ ਲੱਗੇ ਟਿਊਬਵੈੱਲ ਦਾ ਉਦਘਾਟਨ ਕਰਨ ਦੌਰਾਨ ਮੁਹੱਲਾ ਵਾਸੀਆਂ ਨੂੰ ਸੰਬੋਧਨ ਕਰ ਰਹੇ ਸਨ। ਇਸ ਦੌਰਾਨ ਮੇਅਰ ਸੁਰਿੰਦਰ ਕੁਮਾਰ, ਕਮਿਸ਼ਨਰ ਨਗਰ ਨਿਗਮ ਡਾ. ਅਮਨਦੀਪ ਕੌਰ [6, 2116, 253, 2291]
highlight-callout: 20 ਅਤੇ 27 ਜੁਲਾਈ ਸ਼ਨੀਵਾਰ ਨੂੰ ਵੀ ਖੁੱਲ੍ਹੇ ਰਹਿਣਗੇ ਕੈਸ਼ ਕਾਊਂਟਰ [778, 1646, 1056, 1709]
article-headline: ਜੀਵਨ ਜਾਗ੍ਰਿਤੀ ਮੰਚ (ਰਜਿ.) ਗੜ੍ਹਸ਼ੰਕਰ ਵੱਲੋਂ 111 ਬੂਟੇ ਲਗਾਏ ਗਏ [6, 129, 787, 165]
article-headline-line2: ਤੱਕ ਮੁਕੰਮਲ ਕੀਤਾ ਜਾਵੇ : ਵਧੀਕ ਡਿਪਟੀ ਕਮਿਸ਼ਨਰ (ਜ) [6, 1101, 578, 1133]
header-divider [0, 95, 1540, 99]
article-body: ਉਨ੍ਹਾਂ ਸ਼ਹਿਰ ਵਾਸੀਆਂ ਦਾ ਧੰਨਵਾਦ ਕਰਦੇ ਹੋਏ ਉਨ੍ਹਾਂ ਨੂੰ ਅਪੀਲ ਕੀਤੀ ਕਿ ਉਹ ਨਗਰ ਨਿਗਮ ਵੱਲੋਂ ਗਾਹਕਾਂ ਦੀ ਤਰ੍ਹਾਂ ਸ਼ਨੀਵਾਰ ਨੂੰ ਵੀ ਪ੍ਰਾਪਰਟੀ ਟੈਕਸ ਅਤੇ ਪਾਣੀ ਤੇ ਸੀਵਰੇਜ ਦੀ ਅਦਾਇਗੀ ਲਈ ਸ਼ਨੀਵਾਰ ਨੂੰ ਕਾਊਂਟਰ ਖੁੱਲ੍ਹੇ ਰਹਿਣਗੇ ਹਨ, ਉਨ੍ਹਾਂ ਦਾ ਲਾਭ ਉਠਾਇਆ ਜਾਵੇ। ਉਨ੍ਹਾਂ ਦੱਸਿਆ ਕਿ 20 ਜੁਲਾਈ ਅਤੇ 27 ਜੁਲਾਈ 2024 ਦਿਨ ਸ਼ਨੀਵਾਰ ਨੂੰ ਪ੍ਰਾਪਰਟੀ ਟੈਕਸ ਅਤੇ ਪਾਣੀ ਤੇ ਸੀਵਰੇਜ ਦੇ ਕੈਸ਼ ਕਾਊਂਟਰ ਖੁੱਲ੍ਹੇ ਰਹਿਣਗੇ, ਜਿੱਥੇ ਕਿ ਲੋਕ ਆਪਣਾ ਟੈਕਸ ਸਵੇਰੇ 10 ਵਜੇ ਤੋਂ ਸ਼ਾਮ 3 ਵਜੇ ਤੱਕ ਜਮ੍ਹਾਂ ਕਰਵਾ ਸਕਦੇ ਹਨ। ਜਿਨ੍ਹਾਂ ਸ਼ਹਿਰ ਵਾਸੀਆਂ ਵੱਲੋਂ ਆਪਣਾ ਬਣਦਾ ਪ੍ਰਾਪਰਟੀ ਟੈਕਸ ਅਤੇ ਪਾਣੀ ਤੇ ਸੀਵਰੇਜ ਦੇ ਬਿੱਲਾਂ ਦੀ ਅਦਾਇਗੀ ਨਹੀਂ ਕੀਤੀ ਗਈ, ਉਹ ਜਲਦ ਤੋਂ ਜਲਦ ਆਪਣਾ ਬਕਾਇਆ ਟੈਕਸ ਅਤੇ ਪਾਣੀ ਤੇ ਸੀਵਰੇਜ ਦੇ ਬਿੱਲਾਂ ਦਾ ਭੁਗਤਾਨ ਕਰਨਾ ਯਕੀਨੀ ਬਣਾਉਣ। ਜਿਨ੍ਹਾਂ ਸ਼ਹਿਰ ਵਾਸੀਆਂ ਵੱਲੋਂ ਆਪਣਾ ਪ੍ਰਾਪਰਟੀ ਟੈਕਸ ਅਤੇ ਪਾਣੀ ਤੇ ਸੀਵਰੇਜ ਦੇ ਬਿੱਲਾਂ ਦੀ ਅਦਾਇਗੀ ਨਹੀਂ ਕੀਤੀ ਜਾਂਦੀ ਉਨ੍ਹਾਂ ਨੂੰ ਪੀ.ਐਮ.ਸੀ ਐਕਟ 1976 ਦੀ ਧਾਰਾ ਅਧੀਨ ਨੋਟਿਸ ਜਾਰੀ ਕੀਤੇ ਜਾ ਰਹੇ ਹਨ ਅਤੇ ਕਾਨੂੰਨ ਮੁਤਾਬਿਕ ਬਣਦੀ ਕਾਰਵਾਈ ਕੀਤੀ ਜਾਵੇਗੀ। [1066, 1528, 1534, 1703]
footer-disclaimer: 'ਪੈਗਾਮ-ਏ-ਜਗਤ' 'ਚ ਪ੍ਰਕਾਸ਼ਿਤ ਸਮੱਗਰੀ ਅਤੇ ਹੋਰ ਵਾਦ-ਵਿਵਾਦ ਸੰਬੰਧੀ ਕੇਸਾਂ ਦਾ ਨਿਪਟਾਰਾ ਸਿਰਫ ਮੁਹਾਲੀ (ਐਸ.ਏ.ਐਸ) ਕੋਰਟ ਵਿੱਚ ਹੀ ਹੋਵੇਗਾ। ਲੇਖਕਾਂ ਦੀ ਰਾਏ ਨਾਲ ਸੰਪਾਦਕ ਦਾ ਸਹਿਮਤ ਹੋਣਾ ਜ਼ਰੂਰੀ ਨਹੀਂ। -ਸੰਪਾਦਕ, ਪੈਗਾਮ-ਏ-ਜਗਤ [0, 2353, 1540, 2380]
article-body: ਯੂਨਾਨੀ ਅਫਸਰ ਡਾ. ਪ੍ਰਦੀਪ ਸਿੰਘ ਨੇ ਲੋਕਾਂ ਨੂੰ ਯੋਗਾ ਦੇ ਲਾਭਾਂ ਬਾਰੇ ਦੱਸਿਆ ਅਤੇ ਮਰੀਜ਼ਾਂ ਨੂੰ ਆਯੁਰਵੈਦਿਕ ਦਵਾਈਆਂ ਬਾਰੇ ਜਾਗਰੂਕ ਕੀਤਾ। ਕੈਂਪ ਦੌਰਾਨ ਮਰੀਜ਼ਾਂ ਦਾ ਬਲੱਡ ਪ੍ਰੈਸ਼ਰ ਅਤੇ ਸ਼ੂਗਰ ਟੈਸਟ ਕੀਤੇ ਗਏ। ਇਸ ਮੌਕੇ ਜੋੜਾਂ ਦੇ ਦਰਦ, ਖਾਂਸੀ, ਪੇਟ ਰੋਗ ਦੇ ਮਰੀਜ਼ ਸਨ। [1018, 2222, 1267, 2308]
commissioner-portrait-photo [938, 1526, 1056, 1642]
brand-name: PAIGAM-E-JAGAT [59, 20, 178, 35]
logo-text: PAIGAM-E-JAGAT [1443, 74, 1517, 83]
tubewell-inauguration-photo [6, 1746, 765, 2077]
article-body: ਦਾ ਪੱਖ ਪਹਿਲ ਦੇ ਆਧਾਰ 'ਤੇ ਕੀਤਾ ਜਾਵੇਗਾ। ਉਨ੍ਹਾਂ ਸ਼ਹਿਰ ਵਾਸੀਆਂ ਨੂੰ ਅਪੀਲ ਕੀਤੀ ਕਿ ਉਹ ਪਾਣੀ ਦੀ ਬਰਬਾਦੀ ਨਾ ਕਰਨ ਅਤੇ ਜਲ ਸੰਭਾਲ ਵਿੱਚ ਸਹਿਯੋਗ ਦੇਣ। ਇਸ ਦੌਰਾਨ ਉਨ੍ਹਾਂ ਨੇ ਪੌਦੇ ਵੀ ਲਗਾਏ ਅਤੇ ਮੁਹੱਲਾ ਵਾਸੀਆਂ ਨੂੰ ਵੀ ਵੱਧ ਤੋਂ ਵੱਧ ਪੌਦੇ ਲਗਾਉਣ ਲਈ ਪ੍ਰੇਰਿਤ ਕੀਤਾ। ਇਸ ਮੌਕੇ ਸੀਨੀਅਰ ਡਿਪਟੀ ਮੇਅਰ ਪ੍ਰਵੀਨ ਸੈਣੀ, ਡਿਪਟੀ ਮੇਅਰ ਰਣਜੀਤ ਚੌਧਰੀ, ਸਯੁੰਕਤ ਕਮਿਸ਼ਨਰ ਸੰਦੀਪ ਤਿਵਾੜੀ, ਐਕਸੀਅਨ ਹਰਪ੍ਰੀਤ ਸਿੰਘ, ਸੁਸ਼ਮ ਸੈਣੀ, ਮੁਹੱਲਾ ਵਾਸੀਆਂ ਦੇ ਪ੍ਰਧਾਨ ਕੈਪਟਨ ਰਣਜੀਤ ਸਿੰਘ ਤੋਂ ਇਲਾਵਾ ਹੋਰ ਪਤਵੰਤੇ ਵੀ ਮੌਜੂਦ ਸਨ। [517, 2087, 765, 2262]
article-body: ਦਿਵਸ ਨੂੰ ਸਮਰਪਿਤ ਇੱਕ ਗੁਰਮਤਿ ਸਮਾਗਮ ਕਰਵਾਇਆ ਗਿਆ। ਇਸ ਮੌਕੇ ਸਭ ਤੋਂ ਪਹਿਲਾਂ ਸ੍ਰੀ ਅਖੰਡ ਪਾਠ ਦੇ ਭੋਗ ਪਾਏ ਗਏ। ਉਪਰੰਤ ਕਥਾਵਾਚਕ ਗਿਆਨੀ ਗੁਰਵਿੰਦਰ ਸਿੰਘ, ਭਾਈ ਗੁਰਜੀਤ ਸਿੰਘ ਪ੍ਰਚਾਰਕ ਸ਼੍ਰੋਮਣੀ ਗੁਰਦੁਆਰਾ ਪ੍ਰਬੰਧਕ ਕਮੇਟੀ, ਭਾਈ ਗੁਰਜਿੰਦਰ ਸਿੰਘ ਹਜ਼ੂਰੀ ਰਾਗੀ [6, 926, 303, 1011]
camp-visit-photo [1018, 798, 1534, 1103]
article-body: e-Shram Migrants ਵੈਰੀਫਿਕੇਸ਼ਨ ਨੂੰ ਤੁਰੰਤ ਕਰਨ ਬਾਰੇ ਸ੍ਰੀ ਰਾਜੀਵ ਵਰਮਾ,ਵਧੀਕ ਡਿਪਟੀ ਕਮਿਸ਼ਨਰ (ਜ) ਵੱਲੋਂ ਵੱਖ-ਵੱਖ ਵਿਭਾਗਾਂ ਦੇ ਅਧਿਕਾਰੀਆਂ ਜਿਵੇਂ ਕਿ ਉਪ ਮੰਡਲ ਮੈਜਿਸਟਰੇਟ ਨਵਾਂਸ਼ਹਿਰ, ਬਲਾਚੌਰ, ਬੰਗਾ, ਸਹਾਇਕ ਕਮਿਸ਼ਨਰ (ਜ), ਡੀ.ਐਫ.ਐਸ.ਸੀ., ਜ਼ਿਲ੍ਹਾ ਵਿਕਾਸ ਤੇ ਪੰਚਾਇਤ ਅਫਸਰ, ਬਲਾਕ ਵਿਕਾਸ ਤੇ ਪੰਚਾਇਤ ਅਫਸਰ ਨਵਾਂਸ਼ਹਿਰ, ਔੜ, ਬੰਗਾ, ਬਲਾਚੌਰ, ਸੜੋਆ, ਸੰਤ, ਤਹਿਸੀਲਦਾਰ, ਨਵਾਂਸ਼ਹਿਰ, ਬਲਾਚੌਰ, ਬੰਗਾ ਅਤੇ ਕਾਰਜਸਾਧਕ ਅਫ਼ਸਰ ਨਗਰ ਕੌਂਸਲ ਨਵਾਂਸ਼ਹਿਰ, ਬਲਾਚੌਰ, ਬੰਗਾ ਅਤੇ ਰਾਹੋਂ ਨਾਲ ਜ਼ਰੂਰੀ ਮੀਟਿੰਗ ਕੀਤੀ ਗਈ। ਇਹਨਾਂ ਸਾਰੇ ਅਫ਼ਸਰਾਂ ਨੂੰ e-Shram Migrants ਦੀ ਵੈਰੀਫਿਕੇਸ਼ਨ 21 ਜੁਲਾਈ 2024 ਤੱਕ ਹਰ ਹਾਲਤ ਵਿੱਚ ਮੁਕੰਮਲ ਕਰਨ ਲਈ ਕਿਹਾ ਗਿਆ। ਵਧੀਕ ਡਿਪਟੀ ਕਮਿਸ਼ਨਰ (ਜ) ਨੇ ਦੱਸਿਆ ਕਿ ਜ਼ਿਲ੍ਹੇ ਵਿੱਚ ਕੁੱਲ 24196 ਈ-ਸ਼ਰਮ ਮਾਈਗਰੇਟਸ (e-Shram Migrants) ਹਨ, ਜਿਹਨਾਂ ਵਿਚੋਂ 10554 ਲਾਭਪਾਤਰੀਆਂ ਦੀ ਵੈਰੀਫਿਕੇਸ਼ਨ ਹੋ ਚੁੱਕੀ ਹੈ ਅਤੇ 4690 ਨਾਨ-ਟਰੇਸੇਬਲ ਹਨ, 2499 [6, 1181, 245, 1481]
article-headline: ਗੁਰਦੁਆਰਾ ਸ਼ਹੀਦਾਂ ਲੱਧੇਵਾਲ ਵਿਖੇ ਸ਼ਹੀਦ ਭਾਈ ਤਾਰੂ ਸਿੰਘ ਜੀ [6, 593, 686, 628]
article-byline: ਪੈਗਾਮ-ਏ-ਜਗਤ/ਮਾਹਿਲਪੁਰ 18 ਜੁਲਾਈ (ਨਿਰਮਲ ਸਿੰਘ ਮੁੱਗੋਵਾਲ) [6, 692, 156, 719]
article-byline: ਪੈਗਾਮ-ਏ-ਜਗਤ/ਨਵਾਂਸ਼ਹਿਰ (ਸਤਨਾਮ ਸਿੰਘ ਸਹੂੰਗੜਾ) [778, 798, 885, 825]
article-body: ਕਮਿਸ਼ਨਰ ਨਗਰ ਨਿਗਮ ਡਾ. ਅਮਨਦੀਪ ਕੌਰ ਨੇ ਜਾਣਕਾਰੀ ਦਿੰਦਿਆਂ ਦੱਸਿਆ ਕਿ ਦਫ਼ਤਰ ਨਗਰ [778, 1557, 932, 1603]
article-body: ਨੂੰ ਸ਼ਹੀਦ ਭਾਈ ਤਾਰੂ ਸਿੰਘ ਜੀ ਦੇ ਇਤਿਹਾਸ ਤੋਂ ਜਾਣੂ ਕਰਵਾਇਆ। ਇਸ ਮੌਕੇ ਗੁਰਚਰਨ ਸਿੰਘ ਹੈਡ ਗ੍ਰੰਥੀ, ਹਰਭੱਜ ਸਿੰਘ, ਗੁਰਜੀਤ ਸਿੰਘ, ਮਨਵੀਰ ਸਿੰਘ,ਬਾਬਾ ਜਸਪਾਲ ਸਿੰਘ, ਬਾਬਾ ਰਣਜੋਤ ਸਿੰਘ, ਬਾਬਾ ਬਾਜ ਸਿੰਘ, ਬਾਬਾ ਅਜੀਤ ਸਿੰਘ, ਬਾਬਾ ਇੰਦਰਜੀਤ ਸਿੰਘ ਜੀ, ਹਰਦੀਪ ਸਿੰਘ ਐਸ.ਡੀ.ਓ. ਪੰਜਾਬ ਸਿੰਘ ਸਰਪੰਚ, ਹੋਰ ਅਨੇਕਾਂ ਸੰਗਤਾਂ ਹਾਜ਼ਰ ਸਨ। ਪ੍ਰਬੰਧਕ ਕਮੇਟੀ ਵੱਲੋਂ ਜਥੇਦਾਰ ਬਾਬਾ ਨਾਗਰ ਸਿੰਘ ਜੀ ਨੂੰ ਵਿਸ਼ੇਸ਼ ਤੌਰ ਤੇ ਸਨਮਾਨਿਤ ਕੀਤਾ ਗਿਆ। [536, 904, 765, 1061]
issue-date: ਸ਼ੁੱਕਰਵਾਰ, 19 ਜੁਲਾਈ 2024 [1291, 40, 1420, 54]
article-headline-line2: ਸੀਵਰੇਜ ਦੇ ਬਿੱਲਾਂ ਦੀ ਕੁਲੈਕਸ਼ਨ ਸ਼ੁਰੂ : ਡਾ. ਅਮਨਦੀਪ ਕੌਰ [778, 1480, 1358, 1511]
highlight-callout: 190 ਮਰੀਜ਼ਾਂ ਦਾ ਚੈਕਅੱਪ ਕਰਕੇ ਦਿੱਤੀਆਂ ਮੁਫ਼ਤ ਦਵਾਈਆਂ [778, 2147, 1009, 2210]
article-body: ਵਿੱਚ ਅਕਸ਼ਿਤਾ ਗੁਪਤਾ, ਆਈ.ਏ.ਐਸ., ਉਪ ਮੰਡਲ ਮੈਜਿਸਟਰੇਟ ਨਵਾਂਸ਼ਹਿਰ, ਰਵਿੰਦਰ ਬਾਂਸਲ, ਪੀ.ਸੀ.ਐਸ., ਉਪ ਮੰਡਲ ਮੈਜਿਸਟਰੇਟ ਬਲਾਚੌਰ, ਸ੍ਰੀ ਵਿਕਰਮਜੀਤ ਸਿੰਘ, ਪੀ.ਸੀ.ਐਸ., ਉਪ ਮੰਡਲ ਮੈਜਿਸਟਰੇਟ, ਬੰਗਾ, ਮਿਸ. ਗੁਰਲੀਨ, ਪੀ.ਸੀ.ਐਸ., ਸਹਾਇਕ ਕਮਿਸ਼ਨਰ (ਜ), ਸ੍ਰੀ ਮਨਜਿੰਦਰ ਸਿੰਘ, ਡੀ.ਐਫ.ਐਸ.ਸੀ., ਜ਼ਿਲ੍ਹਾ ਵਿਕਾਸ ਤੇ ਪੰਚਾਇਤ ਅਫਸਰ, ਸਮੂਹ ਤਹਿਸੀਲਦਾਰ, ਸਮੂਹ ਬੀ.ਡੀ.ਪੀ.ਓ., ਸਮੂਹ ਕਾਰਜਸਾਧਕ ਅਫਸਰ ਅਤੇ ਸਬੰਧਤ ਵਿਭਾਗਾਂ ਦੇ ਕਰਮਚਾਰੀ ਹਾਜ਼ਰ ਸਨ। [510, 1418, 765, 1575]
article-headline-line2: 'ਚ ਨਹੀਂ ਛੱਡੀ ਜਾ ਰਹੀ ਹੈ ਕੋਈ ਕਮੀ - ਬ੍ਰਹਮ ਸ਼ੰਕਰ ਜਿੰਪਾ [6, 1697, 591, 1729]
article-headline-line2: ਲਗਾਇਆ ਮੁਫ਼ਤ ਮੈਡੀਕਲ ਕੈਂਪ [913, 1958, 1401, 2010]
highlight-callout: ਕੈਂਪ ਵਿੱਚ ਲੋਕਾਂ ਨੂੰ ਮੁਫ਼ਤ ਬੂਟੇ ਵੀ ਵੰਡੇ ਗਏ [778, 909, 1009, 979]
page-number: 3 [11, 15, 38, 68]
section-title: ਖ਼ਬਰਨਾਮਾ [647, 5, 893, 76]
highlight-callout: ਜਥੇਦਾਰ ਬਾਬਾ ਨਾਗਰ ਸਿੰਘ ਟੂਟੋਮਜਾਰੇ ਵਾਲਿਆਂ ਨੇ ਸੰਗਤਾਂ ਨੂੰ ਸ਼ਹੀਦ ਭਾਈ ਤਾਰੂ ਸਿੰਘ ਜੀ ਦੀ ਸ਼ਹਾਦਤ ਸਬੰਧੀ ਦਿੱਤੀ ਜਾਣਕਾਰੀ [6, 801, 303, 918]
